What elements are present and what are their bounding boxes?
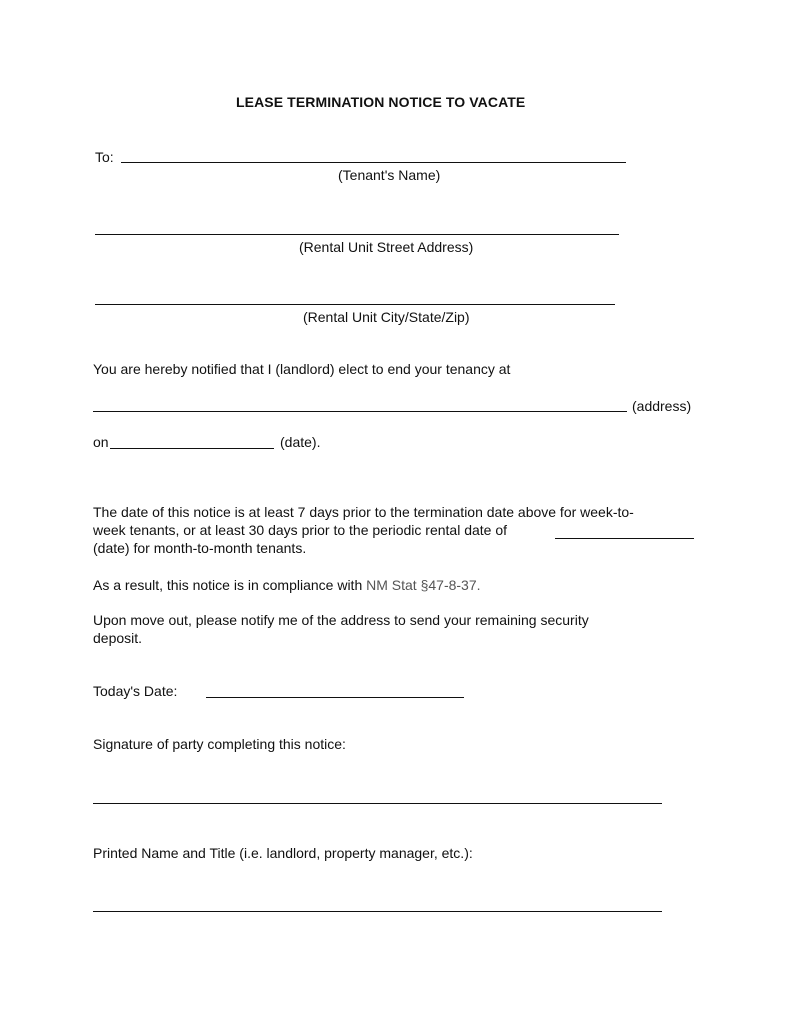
termination-date-field[interactable] — [110, 448, 274, 449]
street-address-field[interactable] — [95, 234, 619, 235]
statute-reference: NM Stat §47-8-37. — [366, 577, 481, 593]
signature-field[interactable] — [93, 803, 662, 804]
signature-label: Signature of party completing this notice: — [93, 736, 346, 752]
notice-intro: You are hereby notified that I (landlord) elect to end your tenancy at — [93, 361, 511, 377]
tenant-name-field[interactable] — [121, 162, 626, 163]
todays-date-field[interactable] — [206, 697, 464, 698]
periodic-rental-date-field[interactable] — [555, 538, 694, 539]
todays-date-label: Today's Date: — [93, 683, 178, 699]
notice-period-line-3: (date) for month-to-month tenants. — [93, 540, 307, 556]
city-state-zip-field[interactable] — [95, 304, 615, 305]
notice-period-line-2: week tenants, or at least 30 days prior to the periodic rental date of — [93, 522, 508, 538]
city-state-zip-caption: (Rental Unit City/State/Zip) — [303, 309, 470, 325]
tenant-name-caption: (Tenant's Name) — [338, 167, 441, 183]
document-title: LEASE TERMINATION NOTICE TO VACATE — [236, 94, 526, 110]
to-label: To: — [95, 149, 114, 165]
date-suffix: (date). — [280, 434, 321, 450]
tenancy-address-field[interactable] — [93, 411, 627, 412]
notice-period-line-1: The date of this notice is at least 7 days prior to the termination date above for week-to- — [93, 504, 634, 520]
on-label: on — [93, 434, 109, 450]
printed-name-field[interactable] — [93, 911, 662, 912]
address-suffix: (address) — [632, 398, 692, 414]
compliance-statement — [93, 577, 481, 593]
deposit-line-1: Upon move out, please notify me of the address to send your remaining security — [93, 612, 589, 628]
street-address-caption: (Rental Unit Street Address) — [299, 239, 474, 255]
printed-name-label: Printed Name and Title (i.e. landlord, property manager, etc.): — [93, 845, 473, 861]
deposit-line-2: deposit. — [93, 630, 143, 646]
compliance-text: As a result, this notice is in compliance with — [93, 577, 367, 593]
